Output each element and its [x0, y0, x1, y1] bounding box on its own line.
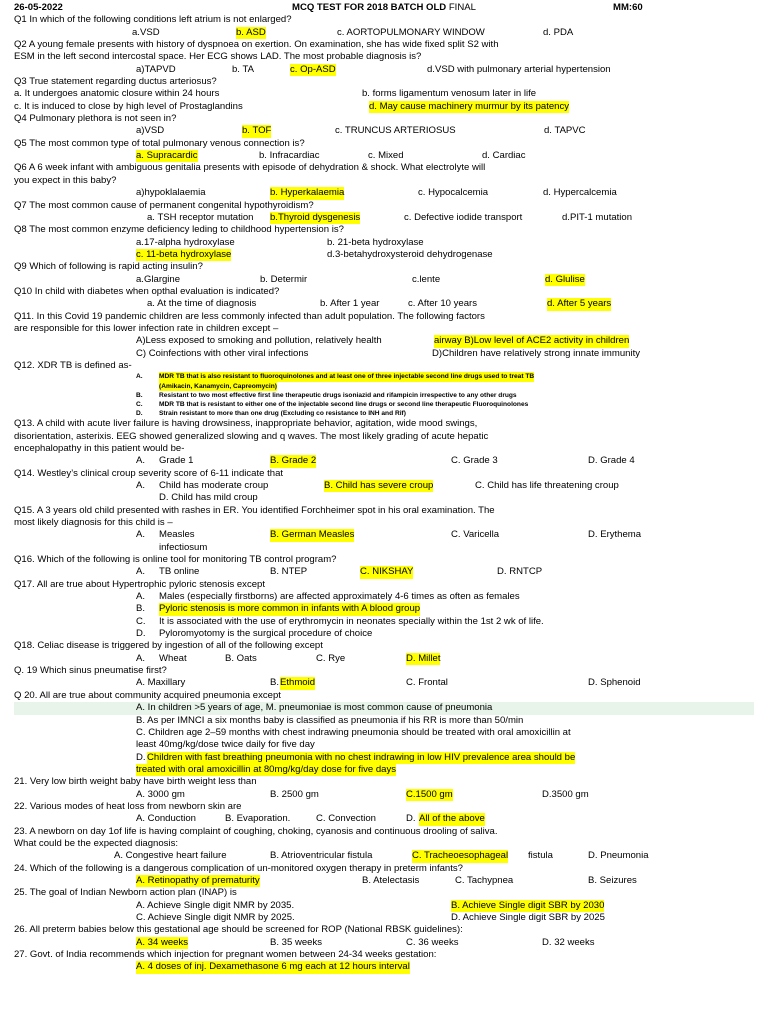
option: C. Children age 2–59 months with chest indrawing pneumonia should be treated with oral amoxicillin at: [136, 726, 571, 738]
answer-option: a. Supracardic: [136, 150, 198, 162]
answer-option: b. Hyperkalaemia: [270, 187, 345, 199]
options-row: [14, 335, 754, 347]
option: D. Grade 4: [588, 455, 635, 467]
option: d. Cardiac: [482, 150, 526, 162]
option: Pyloromyotomy is the surgical procedure of choice: [159, 628, 373, 640]
question-text: Q10 In child with diabetes when opthal evaluation is indicated?: [14, 285, 280, 297]
option: D. Achieve Single digit SBR by 2025: [451, 912, 605, 923]
answer-option: d. Glulise: [545, 273, 585, 285]
option-letter: A.: [136, 455, 146, 467]
option: D.3500 gm: [542, 788, 589, 800]
options-row: [14, 542, 754, 554]
option: MDR TB that is resistant to either one of the injectable second line drugs or second line therapeutic Fluoroquinolones: [159, 400, 529, 408]
option: a. TSH receptor mutation: [147, 211, 254, 223]
option-letter: A.: [136, 373, 143, 381]
question-text: Q7 The most common cause of permanent congenital hypothyroidism?: [14, 199, 314, 211]
option: c.lente: [412, 273, 441, 285]
option: B. As per IMNCI a six months baby is classified as pneumonia if his RR is more than 50/min: [136, 714, 524, 726]
option-letter: A.: [136, 652, 146, 664]
options-row: [14, 455, 754, 467]
option: c. Mixed: [368, 150, 404, 162]
answer-option: Ethmoid: [280, 677, 316, 689]
question-text: encephalopathy in this patient would be-: [14, 442, 185, 454]
options-row: [14, 480, 754, 492]
option: a.Glargine: [136, 273, 181, 285]
option: A. In children >5 years of age, M. pneumoniae is most common cause of pneumonia: [136, 702, 493, 714]
option: C. 36 weeks: [406, 936, 459, 948]
question-text: Q8 The most common enzyme deficiency leding to childhood hypertension is?: [14, 224, 344, 236]
option-letter: C.: [136, 400, 143, 408]
answer-option: airway B)Low level of ACE2 activity in children: [434, 335, 630, 347]
options-row: [14, 64, 754, 76]
exam-title: MCQ TEST FOR 2018 BATCH OLD FINAL: [292, 2, 476, 13]
question-text: disorientation, asterixis. EEG showed generalized slowing and q waves. The most likely grading of acute hepatic: [14, 430, 489, 442]
options-row: [14, 937, 754, 949]
question-text: 27. Govt. of India recommends which injection for pregnant women between 24-34 weeks gestation:: [14, 949, 437, 961]
options-row: [14, 702, 754, 714]
option: C. Rye: [316, 652, 346, 664]
answer-option: d. May cause machinery murmur by its patency: [369, 100, 570, 112]
answer-option: C.1500 gm: [406, 788, 453, 800]
exam-date: 26-05-2022: [14, 2, 63, 13]
option: b. TA: [232, 63, 254, 75]
option: TB online: [159, 566, 200, 578]
option: D)Children have relatively strong innate immunity: [432, 347, 640, 359]
option-letter: A.: [136, 566, 146, 578]
options-row: [14, 400, 754, 409]
option: C. Frontal: [406, 677, 448, 689]
options-row: [14, 603, 754, 615]
option: B. Atrioventricular fistula: [270, 850, 373, 862]
option: a.17-alpha hydroxylase: [136, 236, 235, 248]
option: Males (especially firstborns) are affected approximately 4-6 times as often as females: [159, 591, 520, 603]
options-row: [14, 875, 754, 887]
question-text: Q15. A 3 years old child presented with rashes in ER. You identified Forchheimer spot in his oral examination. The: [14, 504, 495, 516]
option: Strain resistant to more than one drug (Excluding co resistance to INH and Rif): [159, 410, 406, 418]
options-row: [14, 961, 754, 973]
option: b. Determir: [260, 273, 308, 285]
options-row: [14, 249, 754, 261]
option: a)hypoklalaemia: [136, 187, 206, 199]
options-row: [14, 212, 754, 224]
option: B. Evaporation.: [225, 813, 291, 825]
question-text: Q4 Pulmonary plethora is not seen in?: [14, 113, 177, 125]
option-letter: B.: [270, 677, 280, 689]
question-text: Q14. Westley’s clinical croup severity score of 6-11 indicate that: [14, 467, 284, 479]
option: Child has moderate croup: [159, 479, 269, 491]
option: D. 32 weeks: [542, 936, 595, 948]
option: A. Achieve Single digit NMR by 2035.: [136, 899, 295, 911]
option-letter: D.: [136, 628, 146, 640]
option: D. Child has mild croup: [159, 492, 258, 504]
option: B. Seizures: [588, 874, 637, 886]
options-row: [14, 125, 754, 137]
options-row: [14, 850, 754, 862]
options-row: [14, 912, 754, 924]
answer-option: c. 11-beta hydroxylase: [136, 248, 232, 260]
option: D. Erythema: [588, 529, 642, 541]
option: D. RNTCP: [497, 566, 543, 578]
option: B. 2500 gm: [270, 788, 319, 800]
answer-option: All of the above: [419, 813, 485, 825]
question-text: 22. Various modes of heat loss from newborn skin are: [14, 800, 242, 812]
option-letter: C.: [136, 615, 146, 627]
option: C) Coinfections with other viral infections: [136, 347, 309, 359]
options-row: [14, 492, 754, 504]
question-text: What could be the expected diagnosis:: [14, 837, 178, 849]
question-text: 26. All preterm babies below this gestational age should be screened for ROP (National RBSK guidelines):: [14, 924, 463, 936]
option: a)VSD: [136, 125, 165, 137]
option: Grade 1: [159, 455, 194, 467]
options-row: [14, 382, 754, 391]
question-text: Q2 A young female presents with history of dyspnoea on exertion. On examination, she has wide fixed split S2 with: [14, 39, 499, 51]
option: A. Maxillary: [136, 677, 186, 689]
option: c. AORTOPULMONARY WINDOW: [337, 26, 485, 38]
question-text: 24. Which of the following is a dangerous complication of un-monitored oxygen therapy in preterm infants?: [14, 862, 463, 874]
header: [14, 2, 754, 14]
option-letter: D.: [136, 410, 143, 418]
option: A)Less exposed to smoking and pollution, relatively health: [136, 335, 382, 347]
question-text: you expect in this baby?: [14, 174, 117, 186]
option: b. forms ligamentum venosum later in life: [362, 88, 537, 100]
option: least 40mg/kg/dose twice daily for five day: [136, 739, 315, 751]
option: A. 3000 gm: [136, 788, 185, 800]
option: c. Defective iodide transport: [404, 211, 523, 223]
option: C. Grade 3: [451, 455, 498, 467]
options-row: [14, 813, 754, 825]
option-letter: A.: [136, 529, 146, 541]
option: It is associated with the use of erythromycin in neonates specially within the 1st 2 wk of life.: [159, 615, 544, 627]
answer-option: b.Thyroid dysgenesis: [270, 211, 361, 223]
options-row: [14, 900, 754, 912]
question-text: most likely diagnosis for this child is –: [14, 517, 173, 528]
question-text: Q13. A child with acute liver failure is having drowsiness, inappropriate behavior, agitation, wide mood swings,: [14, 418, 478, 430]
option: d.3-betahydroxysteroid dehydrogenase: [327, 248, 493, 260]
option: a. At the time of diagnosis: [147, 298, 257, 310]
question-text: Q9 Which of following is rapid acting insulin?: [14, 261, 203, 273]
option: B. 35 weeks: [270, 936, 323, 948]
option-letter: B.: [136, 603, 146, 615]
option: d. Hypercalcemia: [543, 187, 617, 199]
answer-option: B. Achieve Single digit SBR by 2030: [451, 899, 605, 911]
answer-option: C. Tracheoesophageal: [412, 850, 509, 862]
options-row: [14, 187, 754, 199]
question-text: Q11. In this Covid 19 pandemic children are less commonly infected than adult population. The following factors: [14, 310, 485, 322]
option-letter: A.: [136, 591, 146, 603]
option-letter: B.: [136, 391, 143, 399]
question-text: 21. Very low birth weight baby have birth weight less than: [14, 776, 257, 788]
question-text: Q18. Celiac disease is triggered by ingestion of all of the following except: [14, 640, 323, 652]
options-row: [14, 274, 754, 286]
options-row: [14, 101, 754, 113]
answer-option: Children with fast breathing pneumonia with no chest indrawing in low HIV prevalence area should be: [147, 751, 576, 763]
answer-option: B. Grade 2: [270, 455, 317, 467]
answer-option: MDR TB that is also resistant to fluoroquinolones and at least one of three injectable second line drugs used to treat TB: [159, 373, 535, 381]
question-text: Q 20. All are true about community acquired pneumonia except: [14, 689, 281, 701]
options-row: [14, 727, 754, 739]
options-row: [14, 789, 754, 801]
option: Measles: [159, 529, 195, 541]
options-row: [14, 298, 754, 310]
option: fistula: [528, 850, 553, 862]
options-row: [14, 739, 754, 751]
options-row: [14, 566, 754, 578]
option: a. It undergoes anatomic closure within 24 hours: [14, 88, 220, 100]
option: B. Atelectasis: [362, 874, 420, 886]
option: c. Hypocalcemia: [418, 187, 489, 199]
option: A. Congestive heart failure: [114, 850, 227, 862]
option: B. NTEP: [270, 566, 308, 578]
question-text: Q1 In which of the following conditions left atrium is not enlarged?: [14, 14, 292, 26]
option: b. After 1 year: [320, 298, 380, 310]
options-row: [14, 237, 754, 249]
answer-option: Pyloric stenosis is more common in infants with A blood group: [159, 603, 421, 615]
question-text: Q. 19 Which sinus pneumatise first?: [14, 665, 167, 677]
options-row: [14, 616, 754, 628]
question-text: 25. The goal of Indian Newborn action plan (INAP) is: [14, 887, 237, 899]
answer-option: b. TOF: [242, 125, 272, 137]
question-text: 23. A newborn on day 1of life is having complaint of coughing, choking, cyanosis and continuous drooling of saliva.: [14, 825, 498, 837]
exam-page: [14, 0, 754, 974]
answer-option: A. 34 weeks: [136, 936, 189, 948]
question-text: Q3 True statement regarding ductus arteriosus?: [14, 76, 217, 88]
question-text: Q5 The most common type of total pulmonary venous connection is?: [14, 137, 305, 149]
options-row: [14, 591, 754, 603]
option: c. After 10 years: [408, 298, 477, 310]
option: D. Pneumonia: [588, 850, 649, 862]
options-row: [14, 372, 754, 381]
options-row: [14, 677, 754, 689]
question-text: Q6 A 6 week infant with ambiguous genitalia presents with episode of dehydration & shock. What electrolyte will: [14, 162, 486, 174]
answer-option: C. NIKSHAY: [360, 566, 414, 578]
answer-option: d. After 5 years: [547, 298, 612, 310]
options-row: [14, 391, 754, 400]
option: C. Tachypnea: [455, 874, 514, 886]
option: d. TAPVC: [544, 125, 586, 137]
option: B. Oats: [225, 652, 257, 664]
options-row: [14, 348, 754, 360]
options-row: [14, 653, 754, 665]
option: A. Conduction: [136, 813, 196, 825]
options-row: [14, 715, 754, 727]
options-row: [14, 752, 754, 764]
options-row: [14, 628, 754, 640]
option-letter: D.: [406, 813, 416, 825]
option: C. Achieve Single digit NMR by 2025.: [136, 912, 295, 923]
option: C. Varicella: [451, 529, 500, 541]
question-text: ESM in the left second intercostal space. Her ECG shows LAD. The most probable diagnosis is?: [14, 51, 422, 63]
option: C. Child has life threatening croup: [475, 479, 619, 491]
answer-option: A. Retinopathy of prematurity: [136, 874, 260, 886]
option: b. Infracardiac: [259, 150, 320, 162]
answer-option: c. Op-ASD: [290, 63, 336, 75]
question-text: Q12. XDR TB is defined as-: [14, 359, 132, 371]
question-text: Q17. All are true about Hypertrophic pyloric stenosis except: [14, 578, 265, 590]
option: d.PIT-1 mutation: [562, 211, 633, 223]
options-row: [14, 409, 754, 418]
options-row: [14, 529, 754, 541]
option: d.VSD with pulmonary arterial hypertension: [427, 63, 611, 75]
question-text: Q16. Which of the following is online tool for monitoring TB control program?: [14, 554, 337, 566]
option: a)TAPVD: [136, 63, 176, 75]
options-row: [14, 88, 754, 100]
option: Resistant to two most effective first line therapeutic drugs isoniazid and rifampicin irrespective to any other drugs: [159, 391, 517, 399]
option: c. TRUNCUS ARTERIOSUS: [335, 125, 456, 137]
answer-option: D. Millet: [406, 652, 441, 664]
option: b. 21-beta hydroxylase: [327, 236, 424, 248]
option: infectiosum: [159, 541, 208, 553]
answer-option: (Amikacin, Kanamycin, Capreomycin): [159, 382, 277, 390]
option: D. Sphenoid: [588, 677, 641, 689]
answer-option: treated with oral amoxicillin at 80mg/kg/day dose for five days: [136, 763, 397, 775]
answer-option: B. German Measles: [270, 529, 355, 541]
max-marks: MM:60: [613, 2, 643, 13]
option-letter: A.: [136, 479, 146, 491]
option: Wheat: [159, 652, 187, 664]
options-row: [14, 27, 754, 39]
option: a.VSD: [132, 26, 160, 38]
answer-option: B. Child has severe croup: [324, 479, 434, 491]
option: c. It is induced to close by high level of Prostaglandins: [14, 100, 243, 112]
answer-option: b. ASD: [236, 26, 266, 38]
option: d. PDA: [543, 26, 574, 38]
option: C. Convection: [316, 813, 376, 825]
option-letter: D.: [136, 751, 146, 763]
options-row: [14, 764, 754, 776]
options-row: [14, 150, 754, 162]
answer-option: A. 4 doses of inj. Dexamethasone 6 mg each at 12 hours interval: [136, 961, 410, 973]
question-text: are responsible for this lower infection rate in children except –: [14, 322, 279, 334]
